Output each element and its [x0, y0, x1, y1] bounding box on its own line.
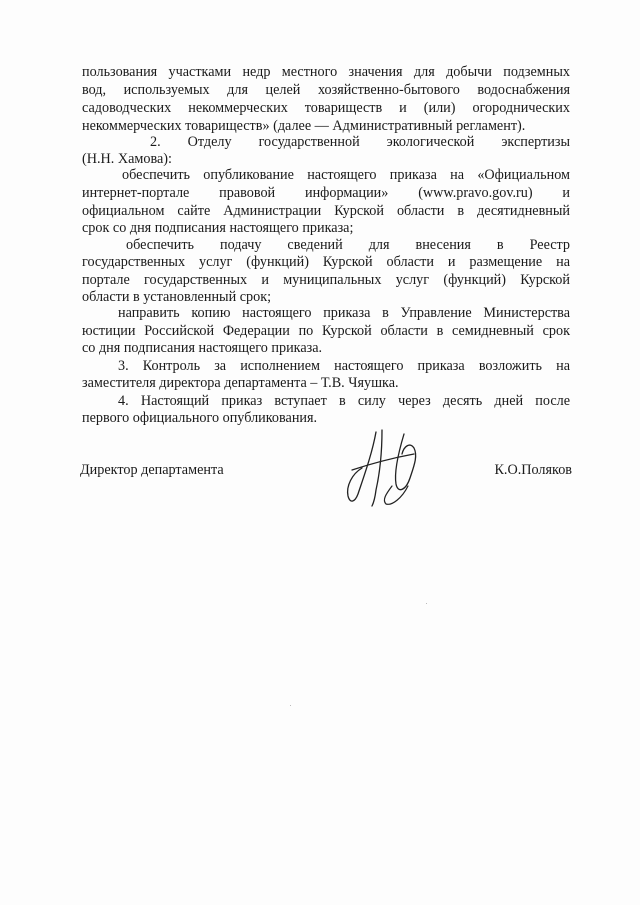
paragraph-line: (Н.Н. Хамова):	[82, 151, 172, 167]
paragraph-line: 2. Отделу государственной экологической экспертизы	[150, 134, 570, 150]
scan-speck	[290, 705, 291, 706]
paragraph-line: некоммерческих товариществ» (далее — Административный регламент).	[82, 118, 526, 134]
paragraph-line: юстиции Российской Федерации по Курской области в семидневный срок	[82, 323, 570, 339]
paragraph-line: направить копию настоящего приказа в Управление Министерства	[118, 305, 570, 321]
paragraph-line: государственных услуг (функций) Курской области и размещение на	[82, 254, 570, 270]
scan-speck	[426, 603, 427, 604]
paragraph-line: официальном сайте Администрации Курской области в десятидневный	[82, 203, 570, 219]
paragraph-line: вод, используемых для целей хозяйственно-бытового водоснабжения	[82, 82, 570, 98]
paragraph-line: обеспечить подачу сведений для внесения в Реестр	[126, 237, 570, 253]
paragraph-line: области в установленный срок;	[82, 289, 272, 305]
paragraph-line: портале государственных и муниципальных услуг (функций) Курской	[82, 272, 570, 288]
paragraph-line: интернет-портале правовой информации» (www.pravo.gov.ru) и	[82, 185, 570, 201]
paragraph-line: садоводческих некоммерческих товариществ и (или) огороднических	[82, 100, 570, 116]
paragraph-line: обеспечить опубликование настоящего приказа на «Официальном	[122, 167, 570, 183]
paragraph-line: срок со дня подписания настоящего приказа;	[82, 220, 354, 236]
handwritten-signature	[342, 424, 428, 508]
paragraph-line: со дня подписания настоящего приказа.	[82, 340, 323, 356]
signatory-name: К.О.Поляков	[494, 462, 572, 478]
signature-block	[80, 458, 572, 498]
paragraph-line: 3. Контроль за исполнением настоящего приказа возложить на	[118, 358, 570, 374]
paragraph-line: пользования участками недр местного значения для добычи подземных	[82, 64, 570, 80]
paragraph-line: 4. Настоящий приказ вступает в силу через десять дней после	[118, 393, 570, 409]
signatory-title: Директор департамента	[80, 462, 224, 478]
paragraph-line: первого официального опубликования.	[82, 410, 318, 426]
paragraph-line: заместителя директора департамента – Т.В. Чяушка.	[82, 375, 399, 391]
